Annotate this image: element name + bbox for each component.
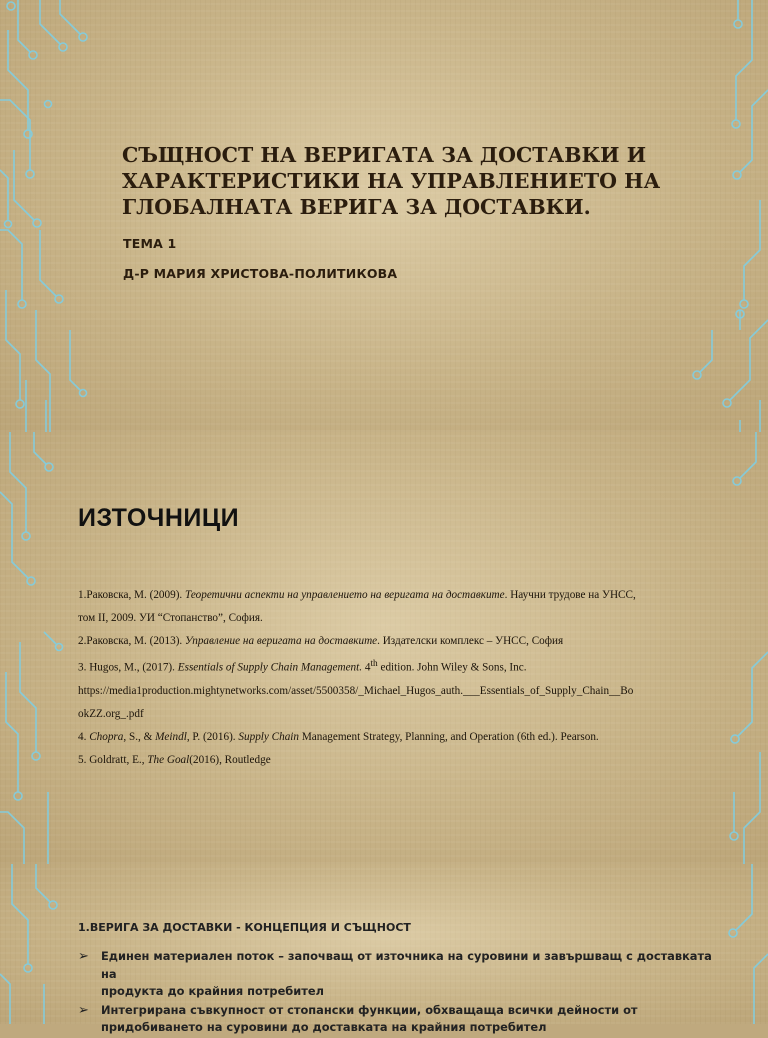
slide-title (122, 142, 682, 220)
reference-item: 2.Раковска, М. (2013). Управление на веригата на доставките. Издателски комплекс – УНСС, София (78, 635, 564, 647)
sources-slide (0, 432, 768, 864)
title-line: ХАРАКТЕРИСТИКИ НА УПРАВЛЕНИЕТО НА (122, 169, 661, 193)
reference-link[interactable]: https://media1production.mightynetworks.com/asset/5500358/_Michael_Hugos_auth.___Essentials_of_Supply_Chain__Bo (78, 684, 634, 697)
title-line: СЪЩНОСТ НА ВЕРИГАТА ЗА ДОСТАВКИ И (122, 143, 647, 167)
concept-slide (0, 864, 768, 1034)
bullet-item: ➢ Единен материален поток – започващ от източника на суровини и завършващ с доставката на продукта до крайния потребител (78, 949, 712, 998)
title-line: ГЛОБАЛНАТА ВЕРИГА ЗА ДОСТАВКИ. (122, 195, 591, 219)
reference-item: том II, 2009. УИ “Стопанство”, София. (78, 612, 263, 624)
topic-label: ТЕМА 1 (123, 236, 177, 251)
title-slide (0, 0, 768, 432)
reference-item: 4. Chopra, S., & Meindl, P. (2016). Supply Chain Management Strategy, Planning, and Operation (6th ed.). Pearson. (78, 730, 599, 743)
reference-item: 5. Goldratt, E., The Goal(2016), Routledge (78, 753, 271, 766)
bullet-item: ➢ Интегрирана съвкупност от стопански функции, обхващаща всички дейности от придобиването на суровини до доставката на крайния потребител (78, 1002, 638, 1034)
arrow-bullet-icon: ➢ (78, 1002, 89, 1018)
reference-item: 3. Hugos, M., (2017). Essentials of Supply Chain Management. 4th edition. John Wiley & Sons, Inc. (78, 659, 527, 674)
reference-link[interactable]: okZZ.org_.pdf (78, 707, 144, 720)
slide-heading: ИЗТОЧНИЦИ (78, 504, 240, 532)
arrow-bullet-icon: ➢ (78, 949, 89, 964)
section-heading: 1.ВЕРИГА ЗА ДОСТАВКИ - КОНЦЕПЦИЯ И СЪЩНОСТ (78, 921, 411, 934)
bullet-list (78, 948, 718, 1038)
reference-list (78, 584, 728, 772)
author-name: Д-Р МАРИЯ ХРИСТОВА-ПОЛИТИКОВА (123, 266, 398, 281)
reference-item: 1.Раковска, М. (2009). Теоретични аспекти на управлението на веригата на доставките. Научни трудове на УНСС, (78, 589, 636, 601)
